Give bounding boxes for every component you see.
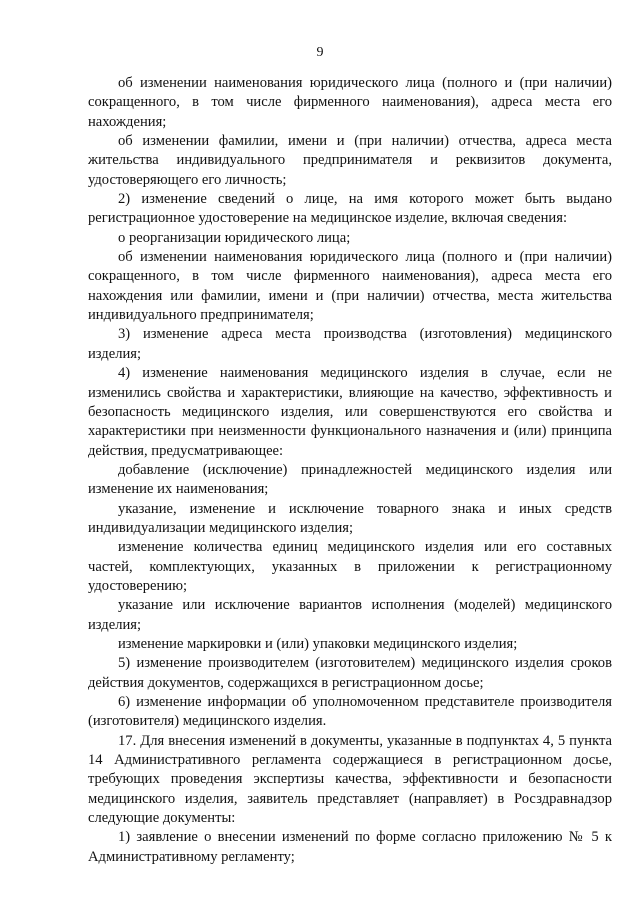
paragraph: указание или исключение вариантов исполнения (моделей) медицинского изделия; — [88, 597, 612, 633]
body-text — [88, 74, 612, 867]
paragraph: об изменении фамилии, имени и (при наличии) отчества, адреса места жительства индивидуального предпринимателя и реквизитов документа, удостоверяющего его личность; — [88, 133, 612, 188]
paragraph: 17. Для внесения изменений в документы, указанные в подпунктах 4, 5 пункта 14 Административного регламента содержащиеся в регистрационном досье, требующих проведения экспертизы качества, эффективности и безопасности медицинского изделия, заявитель представляет (направляет) в Росздравнадзор следующие документы: — [88, 732, 612, 827]
page-number: 9 — [316, 45, 324, 60]
paragraph: 6) изменение информации об уполномоченном представителе производителя (изготовителя) медицинского изделия. — [88, 694, 612, 730]
paragraph: об изменении наименования юридического лица (полного и (при наличии) сокращенного, в том числе фирменного наименования), адреса места его нахождения; — [88, 75, 612, 130]
paragraph: о реорганизации юридического лица; — [118, 229, 351, 246]
paragraph: 5) изменение производителем (изготовителем) медицинского изделия сроков действия документов, содержащихся в регистрационном досье; — [88, 655, 612, 691]
paragraph: добавление (исключение) принадлежностей медицинского изделия или изменение их наименования; — [88, 461, 612, 498]
paragraph: 1) заявление о внесении изменений по форме согласно приложению № 5 к Административному регламенту; — [88, 829, 612, 865]
paragraph: 2) изменение сведений о лице, на имя которого может быть выдано регистрационное удостоверение на медицинское изделие, включая сведения: — [88, 191, 612, 227]
paragraph: изменение маркировки и (или) упаковки медицинского изделия; — [118, 635, 518, 652]
paragraph: изменение количества единиц медицинского изделия или его составных частей, комплектующих, указанных в приложении к регистрационному удостоверению; — [88, 539, 612, 594]
paragraph: 4) изменение наименования медицинского изделия в случае, если не изменились свойства и характеристики, влияющие на качество, эффективность и безопасность медицинского изделия, или совершенствуются его свойства и характеристики при неизменности функционального назначения и (или) принципа действия, предусматривающее: — [88, 365, 612, 459]
paragraph: 3) изменение адреса места производства (изготовления) медицинского изделия; — [88, 326, 612, 362]
paragraph: указание, изменение и исключение товарного знака и иных средств индивидуализации медицинского изделия; — [88, 500, 612, 536]
paragraph: об изменении наименования юридического лица (полного и (при наличии) сокращенного, в том числе фирменного наименования), адреса места его нахождения или фамилии, имени и (при наличии) отчества, места жительства индивидуального предпринимателя; — [88, 249, 612, 324]
